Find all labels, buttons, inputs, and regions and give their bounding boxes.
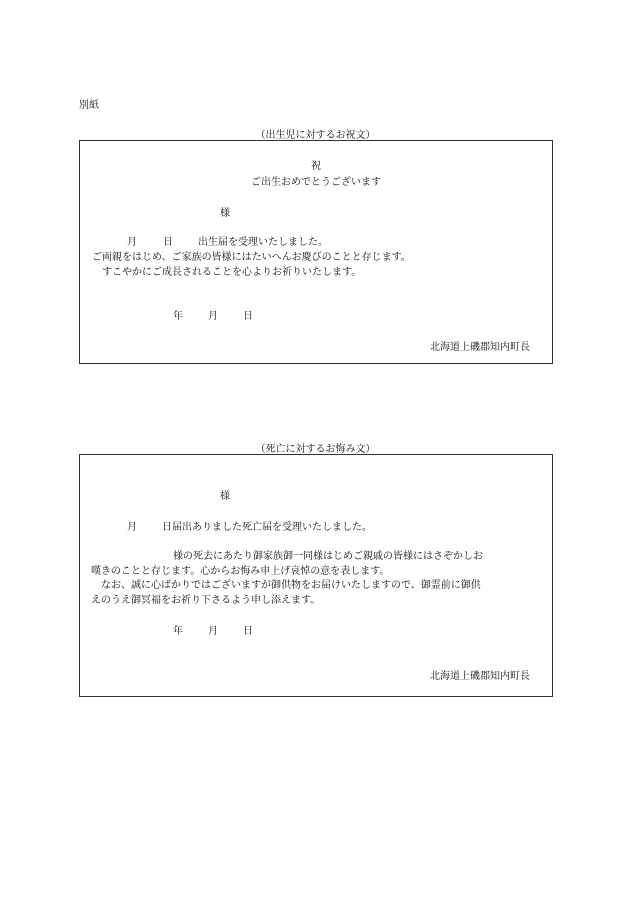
death-para2-line2: えのうえ御冥福をお祈り下さるよう申し添えます。 [91, 595, 321, 606]
birth-honorific: 様 [220, 208, 230, 219]
death-para1-line2: 嘆きのことと存じます。心からお悔み申上げ哀悼の意を表します。 [91, 566, 390, 577]
birth-line2: ご両親をはじめ、ご家族の皆様にはたいへんお慶びのことと存じます。 [92, 252, 411, 263]
birth-line1-month: 月 [127, 237, 137, 248]
death-line1-month: 月 [127, 522, 137, 533]
birth-date-month: 月 [208, 311, 218, 322]
birth-caption: （出生児に対するお祝文） [255, 130, 376, 141]
birth-line1-day: 日 [163, 237, 173, 248]
birth-line1-text: 出生届を受理いたしました。 [198, 237, 328, 248]
death-signer: 北海道上磯郡知内町長 [430, 671, 530, 682]
death-line1-text: 日届出ありました死亡届を受理いたしました。 [162, 522, 372, 533]
death-para2-line1: なお、誠に心ばかりではございますが御供物をお届けいたしますので、御霊前に御供 [101, 580, 481, 591]
death-date-month: 月 [208, 626, 218, 637]
death-para1-line1: 様の死去にあたり御家族御一同様はじめご親戚の皆様にはさぞかしお [173, 551, 483, 562]
birth-date-year: 年 [173, 311, 183, 322]
attachment-label: 別紙 [79, 100, 99, 111]
birth-title: 祝 [311, 161, 321, 172]
death-letter-box [79, 454, 553, 697]
death-honorific: 様 [220, 491, 230, 502]
birth-signer: 北海道上磯郡知内町長 [430, 342, 530, 353]
birth-letter-box [79, 140, 553, 364]
death-date-year: 年 [173, 626, 183, 637]
death-date-day: 日 [243, 626, 253, 637]
birth-subtitle: ご出生おめでとうございます [251, 177, 381, 188]
birth-date-day: 日 [243, 311, 253, 322]
birth-line3: すこやかにご成長されることを心よりお祈りいたします。 [102, 267, 362, 278]
death-caption: （死亡に対するお悔み文） [255, 444, 376, 455]
